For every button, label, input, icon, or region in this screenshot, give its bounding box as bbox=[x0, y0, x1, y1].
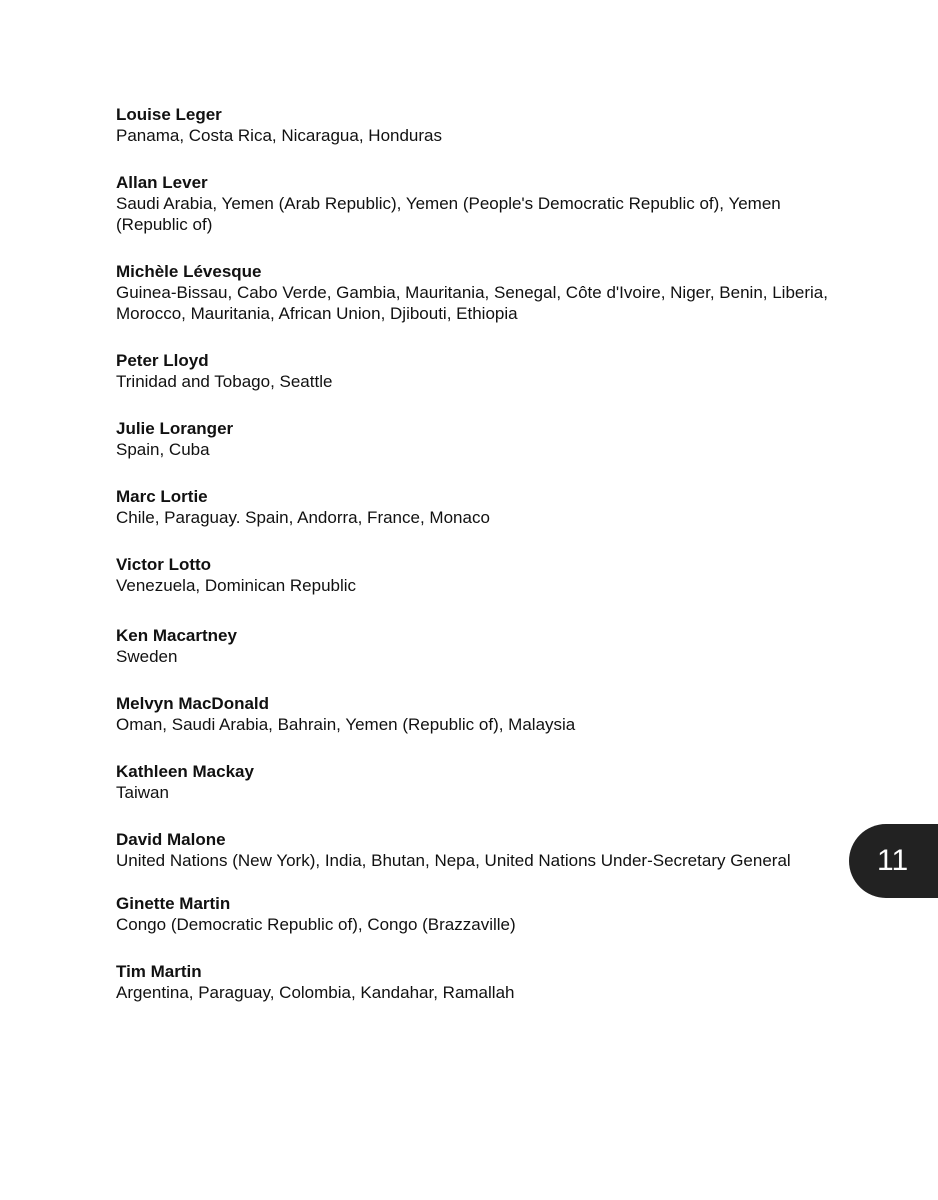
entry-posts: Congo (Democratic Republic of), Congo (Brazzaville) bbox=[116, 915, 516, 934]
entry-ken-macartney bbox=[116, 625, 856, 667]
entry-name: Julie Loranger bbox=[116, 419, 234, 438]
entry-name: Tim Martin bbox=[116, 962, 202, 981]
entry-name: Louise Leger bbox=[116, 105, 222, 124]
entry-posts: Sweden bbox=[116, 647, 178, 666]
entry-list bbox=[116, 104, 856, 1003]
entry-posts: Taiwan bbox=[116, 783, 169, 802]
entry-name: Peter Lloyd bbox=[116, 351, 209, 370]
entry-marc-lortie bbox=[116, 486, 856, 528]
entry-michele-levesque bbox=[116, 261, 856, 324]
entry-posts: Chile, Paraguay. Spain, Andorra, France, Monaco bbox=[116, 508, 490, 527]
entry-posts: Spain, Cuba bbox=[116, 440, 210, 459]
entry-name: Allan Lever bbox=[116, 173, 208, 192]
entry-posts: Guinea-Bissau, Cabo Verde, Gambia, Mauritania, Senegal, Côte d'Ivoire, Niger, Benin, Liberia, Morocco, Mauritania, African Union, Djibouti, Ethiopia bbox=[116, 283, 828, 323]
entry-kathleen-mackay bbox=[116, 761, 856, 803]
entry-posts: Oman, Saudi Arabia, Bahrain, Yemen (Republic of), Malaysia bbox=[116, 715, 576, 734]
entry-tim-martin bbox=[116, 961, 856, 1003]
entry-name: Marc Lortie bbox=[116, 487, 208, 506]
entry-name: Michèle Lévesque bbox=[116, 262, 262, 281]
entry-posts: Argentina, Paraguay, Colombia, Kandahar, Ramallah bbox=[116, 983, 515, 1002]
entry-name: Victor Lotto bbox=[116, 555, 212, 574]
page-number: 11 bbox=[877, 844, 909, 877]
entry-posts: United Nations (New York), India, Bhutan, Nepa, United Nations Under-Secretary General bbox=[116, 851, 791, 870]
entry-posts: Venezuela, Dominican Republic bbox=[116, 576, 357, 595]
entry-posts: Panama, Costa Rica, Nicaragua, Honduras bbox=[116, 126, 442, 145]
entry-name: David Malone bbox=[116, 830, 226, 849]
entry-name: Ginette Martin bbox=[116, 894, 231, 913]
entry-name: Melvyn MacDonald bbox=[116, 694, 270, 713]
entry-victor-lotto bbox=[116, 554, 856, 596]
entry-melvyn-macdonald bbox=[116, 693, 856, 735]
page-number-badge bbox=[849, 824, 938, 898]
entry-posts: Trinidad and Tobago, Seattle bbox=[116, 372, 333, 391]
entry-david-malone bbox=[116, 829, 856, 871]
entry-louise-leger bbox=[116, 104, 856, 146]
entry-julie-loranger bbox=[116, 418, 856, 460]
entry-name: Kathleen Mackay bbox=[116, 762, 254, 781]
entry-posts: Saudi Arabia, Yemen (Arab Republic), Yemen (People's Democratic Republic of), Yemen (Republic of) bbox=[116, 194, 781, 234]
entry-allan-lever bbox=[116, 172, 856, 235]
entry-peter-lloyd bbox=[116, 350, 856, 392]
entry-name: Ken Macartney bbox=[116, 626, 237, 645]
entry-ginette-martin bbox=[116, 893, 856, 935]
